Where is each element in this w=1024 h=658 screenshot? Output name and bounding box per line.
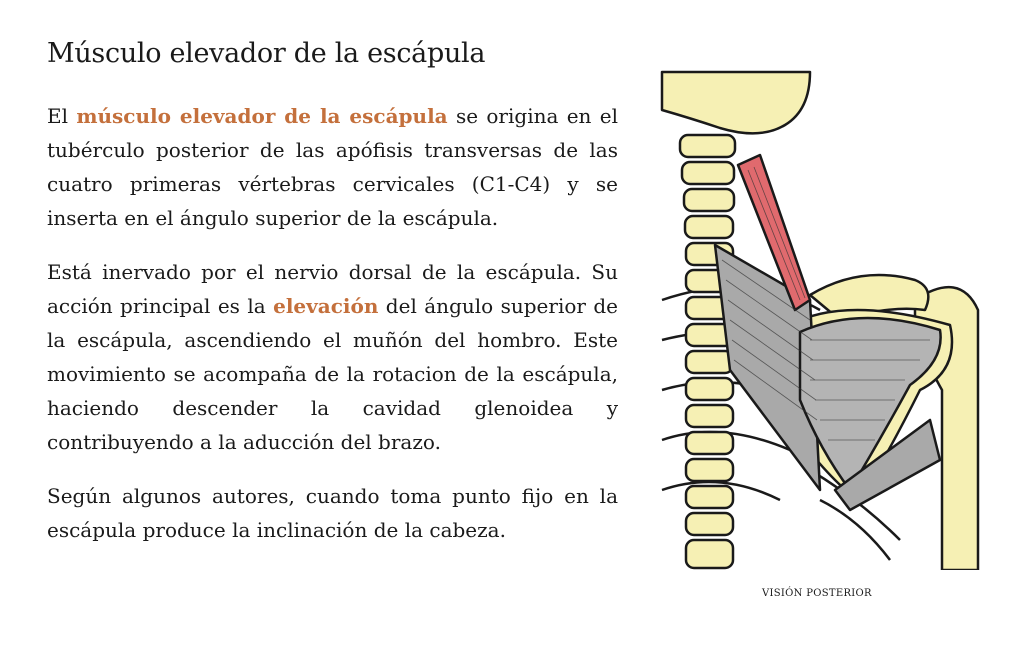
paragraph-fixed-point: Según algunos autores, cuando toma punto fijo en la escápula produce la inclinación de la cabeza. (47, 484, 618, 542)
highlight-muscle-name: músculo elevador de la escápula (76, 104, 448, 128)
paragraph-text: del ángulo superior de la escápula, ascendiendo el muñón del hombro. Este movimiento se acompaña de la rotacion de la escápula, haciendo descender la cavidad glenoidea y contribuyendo a la aducción del brazo. (47, 294, 618, 454)
figure-caption: VISIÓN POSTERIOR (762, 588, 872, 599)
paragraph-text: El (47, 104, 77, 128)
page-title: Músculo elevador de la escápula (47, 38, 486, 69)
article-body (47, 99, 618, 567)
paragraph-text: Está inervado por el nervio dorsal de la escápula. Su acción principal es la (47, 260, 618, 318)
anatomy-illustration (660, 70, 980, 570)
rib (820, 500, 890, 560)
paragraph-innervation (47, 255, 618, 459)
highlight-elevation: elevación (273, 294, 379, 318)
paragraph-origin (47, 99, 618, 235)
paragraph-text: se origina en el tubérculo posterior de las apófisis transversas de las cuatro primeras vértebras cervicales (C1-C4) y se inserta en el ángulo superior de la escápula. (47, 104, 618, 230)
skull-base (662, 72, 810, 133)
